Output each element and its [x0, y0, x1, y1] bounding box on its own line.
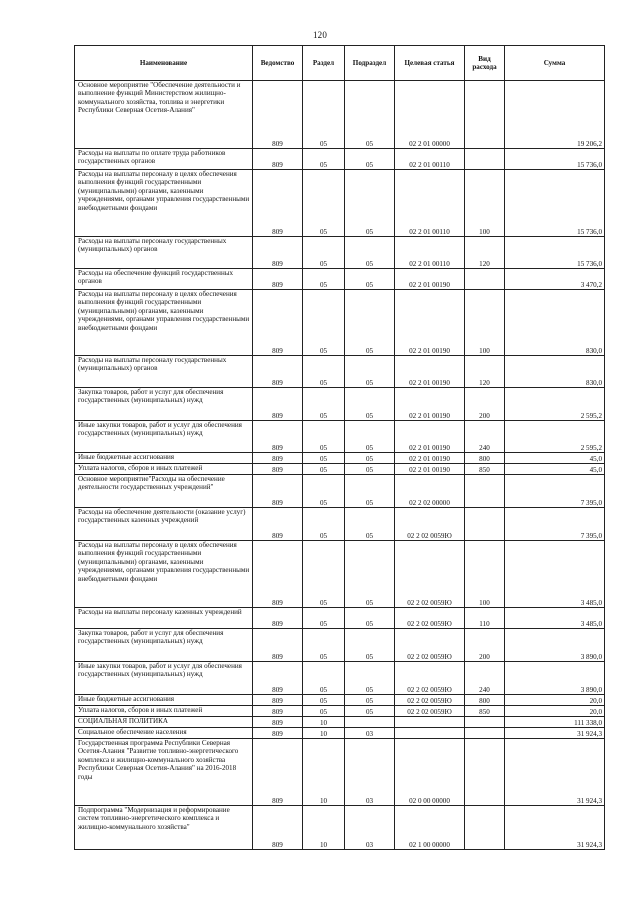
table-row [75, 706, 605, 717]
row-department: 809 [253, 629, 303, 662]
row-section: 10 [303, 728, 345, 739]
row-kind [465, 508, 505, 541]
header-target: Целевая статья [395, 46, 465, 81]
row-name: Социальное обеспечение населения [75, 728, 253, 739]
row-section: 05 [303, 453, 345, 464]
row-subsection: 05 [345, 269, 395, 290]
row-department: 809 [253, 149, 303, 170]
row-kind [465, 739, 505, 806]
row-section: 05 [303, 662, 345, 695]
row-target: 02 2 02 0059Ю [395, 706, 465, 717]
table-row [75, 608, 605, 629]
row-amount: 31 924,3 [505, 739, 605, 806]
table-row [75, 728, 605, 739]
row-name: Иные закупки товаров, работ и услуг для обеспечения государственных (муниципальных) нужд [75, 662, 253, 695]
row-target [395, 728, 465, 739]
row-name: Уплата налогов, сборов и иных платежей [75, 706, 253, 717]
row-name: Расходы на выплаты по оплате труда работников государственных органов [75, 149, 253, 170]
row-amount: 3 890,0 [505, 629, 605, 662]
row-target: 02 2 01 00110 [395, 237, 465, 269]
row-target: 02 2 02 0059Ю [395, 608, 465, 629]
row-target: 02 2 01 00190 [395, 388, 465, 421]
row-kind [465, 475, 505, 508]
row-section: 05 [303, 421, 345, 453]
row-department: 809 [253, 717, 303, 728]
row-subsection: 03 [345, 806, 395, 850]
row-kind [465, 806, 505, 850]
row-kind [465, 269, 505, 290]
row-name: Иные бюджетные ассигнования [75, 453, 253, 464]
row-kind: 240 [465, 662, 505, 695]
row-amount: 31 924,3 [505, 806, 605, 850]
row-kind: 120 [465, 237, 505, 269]
row-section: 05 [303, 81, 345, 149]
row-name: Расходы на выплаты персоналу казенных учреждений [75, 608, 253, 629]
row-kind: 850 [465, 464, 505, 475]
row-amount: 45,0 [505, 464, 605, 475]
row-section: 05 [303, 464, 345, 475]
row-subsection: 05 [345, 421, 395, 453]
row-department: 809 [253, 464, 303, 475]
table-row [75, 453, 605, 464]
row-subsection: 03 [345, 739, 395, 806]
row-name: Иные бюджетные ассигнования [75, 695, 253, 706]
row-section: 05 [303, 608, 345, 629]
row-department: 809 [253, 453, 303, 464]
row-amount: 19 206,2 [505, 81, 605, 149]
row-subsection: 05 [345, 475, 395, 508]
row-department: 809 [253, 508, 303, 541]
row-kind: 100 [465, 541, 505, 608]
row-section: 05 [303, 237, 345, 269]
row-subsection: 05 [345, 464, 395, 475]
row-amount: 15 736,0 [505, 170, 605, 237]
row-name: Государственная программа Республики Северная Осетия-Алания "Развитие топливно-энергетического комплекса и жилищно-коммунального хозяйства Республики Северная Осетия-Алания" на 2016-2018 годы [75, 739, 253, 806]
row-kind: 100 [465, 290, 505, 356]
table-row [75, 541, 605, 608]
row-name: Уплата налогов, сборов и иных платежей [75, 464, 253, 475]
row-kind: 850 [465, 706, 505, 717]
row-target: 02 2 01 00190 [395, 453, 465, 464]
row-department: 809 [253, 806, 303, 850]
row-kind: 800 [465, 695, 505, 706]
row-section: 05 [303, 388, 345, 421]
row-target: 02 2 02 0059Ю [395, 508, 465, 541]
row-kind: 100 [465, 170, 505, 237]
row-department: 809 [253, 662, 303, 695]
row-amount: 15 736,0 [505, 237, 605, 269]
row-subsection: 05 [345, 237, 395, 269]
row-section: 05 [303, 695, 345, 706]
row-subsection: 05 [345, 508, 395, 541]
row-department: 809 [253, 706, 303, 717]
row-section: 05 [303, 629, 345, 662]
row-target [395, 717, 465, 728]
table-row [75, 290, 605, 356]
row-subsection: 05 [345, 541, 395, 608]
row-name: Расходы на обеспечение функций государственных органов [75, 269, 253, 290]
header-subsection: Подраздел [345, 46, 395, 81]
budget-table [74, 45, 605, 850]
row-subsection: 05 [345, 608, 395, 629]
row-subsection: 05 [345, 356, 395, 388]
row-target: 02 2 01 00190 [395, 356, 465, 388]
row-name: Закупка товаров, работ и услуг для обеспечения государственных (муниципальных) нужд [75, 629, 253, 662]
header-section: Раздел [303, 46, 345, 81]
row-name: Расходы на обеспечение деятельности (оказание услуг) государственных казенных учреждений [75, 508, 253, 541]
row-department: 809 [253, 290, 303, 356]
row-name: Расходы на выплаты персоналу государственных (муниципальных) органов [75, 356, 253, 388]
row-subsection: 05 [345, 388, 395, 421]
row-department: 809 [253, 475, 303, 508]
row-target: 02 2 01 00190 [395, 421, 465, 453]
row-department: 809 [253, 269, 303, 290]
header-kind: Вид расхода [465, 46, 505, 81]
row-name: Расходы на выплаты персоналу государственных (муниципальных) органов [75, 237, 253, 269]
row-target: 02 2 01 00110 [395, 170, 465, 237]
row-kind: 200 [465, 388, 505, 421]
row-name: Подпрограмма "Модернизация и реформирование систем топливно-энергетического комплекса и жилищно-коммунального хозяйства" [75, 806, 253, 850]
row-target: 02 2 01 00190 [395, 464, 465, 475]
row-name: Основное мероприятие"Расходы на обеспечение деятельности государственных учреждений" [75, 475, 253, 508]
row-amount: 830,0 [505, 290, 605, 356]
row-kind [465, 149, 505, 170]
row-section: 05 [303, 170, 345, 237]
row-section: 05 [303, 706, 345, 717]
row-target: 02 2 02 0059Ю [395, 695, 465, 706]
row-department: 809 [253, 421, 303, 453]
row-target: 02 2 01 00190 [395, 290, 465, 356]
table-row [75, 170, 605, 237]
row-target: 02 2 01 00000 [395, 81, 465, 149]
row-target: 02 0 00 00000 [395, 739, 465, 806]
row-section: 10 [303, 806, 345, 850]
row-name: Расходы на выплаты персоналу в целях обеспечения выполнения функций государственными (муниципальными) органами, казенными учреждениями, органами управления государственными внебюджетными фондами [75, 170, 253, 237]
row-kind: 240 [465, 421, 505, 453]
row-name: Расходы на выплаты персоналу в целях обеспечения выполнения функций государственными (муниципальными) органами, казенными учреждениями, органами управления государственными внебюджетными фондами [75, 541, 253, 608]
row-target: 02 2 02 0059Ю [395, 662, 465, 695]
row-department: 809 [253, 356, 303, 388]
row-kind: 200 [465, 629, 505, 662]
table-row [75, 475, 605, 508]
row-department: 809 [253, 81, 303, 149]
row-kind [465, 717, 505, 728]
row-section: 10 [303, 717, 345, 728]
row-subsection: 05 [345, 149, 395, 170]
row-target: 02 2 02 0059Ю [395, 541, 465, 608]
row-subsection: 05 [345, 662, 395, 695]
row-name: Закупка товаров, работ и услуг для обеспечения государственных (муниципальных) нужд [75, 388, 253, 421]
row-subsection: 05 [345, 290, 395, 356]
table-header-row [75, 46, 605, 81]
row-amount: 45,0 [505, 453, 605, 464]
row-target: 02 2 02 0059Ю [395, 629, 465, 662]
table-row [75, 739, 605, 806]
row-section: 05 [303, 508, 345, 541]
row-amount: 3 485,0 [505, 608, 605, 629]
header-department: Ведомство [253, 46, 303, 81]
row-kind: 110 [465, 608, 505, 629]
row-subsection: 05 [345, 706, 395, 717]
row-subsection: 05 [345, 81, 395, 149]
row-subsection [345, 717, 395, 728]
table-row [75, 662, 605, 695]
row-target: 02 2 02 00000 [395, 475, 465, 508]
row-kind [465, 728, 505, 739]
page-number: 120 [312, 30, 328, 40]
row-subsection: 05 [345, 695, 395, 706]
row-amount: 3 890,0 [505, 662, 605, 695]
row-subsection: 05 [345, 453, 395, 464]
table-row [75, 695, 605, 706]
table-row [75, 149, 605, 170]
row-amount: 7 395,0 [505, 475, 605, 508]
row-department: 809 [253, 739, 303, 806]
row-amount: 3 470,2 [505, 269, 605, 290]
row-section: 05 [303, 269, 345, 290]
row-section: 05 [303, 290, 345, 356]
table-row [75, 717, 605, 728]
row-department: 809 [253, 608, 303, 629]
row-name: Расходы на выплаты персоналу в целях обеспечения выполнения функций государственными (муниципальными) органами, казенными учреждениями, органами управления государственными внебюджетными фондами [75, 290, 253, 356]
row-amount: 15 736,0 [505, 149, 605, 170]
row-amount: 830,0 [505, 356, 605, 388]
row-target: 02 2 01 00190 [395, 269, 465, 290]
table-body [75, 81, 605, 850]
table-row [75, 356, 605, 388]
row-name: Иные закупки товаров, работ и услуг для обеспечения государственных (муниципальных) нужд [75, 421, 253, 453]
table-row [75, 464, 605, 475]
row-department: 809 [253, 170, 303, 237]
row-amount: 2 595,2 [505, 421, 605, 453]
row-section: 05 [303, 356, 345, 388]
table-row [75, 421, 605, 453]
table-row [75, 629, 605, 662]
table-row [75, 269, 605, 290]
row-amount: 7 395,0 [505, 508, 605, 541]
header-amount: Сумма [505, 46, 605, 81]
row-name: СОЦИАЛЬНАЯ ПОЛИТИКА [75, 717, 253, 728]
row-target: 02 1 00 00000 [395, 806, 465, 850]
table-row [75, 508, 605, 541]
row-amount: 20,0 [505, 695, 605, 706]
row-department: 809 [253, 728, 303, 739]
row-department: 809 [253, 388, 303, 421]
row-department: 809 [253, 237, 303, 269]
row-subsection: 03 [345, 728, 395, 739]
row-name: Основное мероприятие "Обеспечение деятельности и выполнение функций Министерством жилищно-коммунального хозяйства, топлива и энергетики Республики Северная Осетия-Алания" [75, 81, 253, 149]
row-amount: 111 338,0 [505, 717, 605, 728]
row-section: 05 [303, 541, 345, 608]
header-name: Наименование [75, 46, 253, 81]
row-subsection: 05 [345, 629, 395, 662]
row-department: 809 [253, 541, 303, 608]
row-subsection: 05 [345, 170, 395, 237]
row-department: 809 [253, 695, 303, 706]
row-section: 05 [303, 149, 345, 170]
row-amount: 3 485,0 [505, 541, 605, 608]
table-row [75, 237, 605, 269]
table-row [75, 388, 605, 421]
row-kind [465, 81, 505, 149]
row-amount: 31 924,3 [505, 728, 605, 739]
row-amount: 2 595,2 [505, 388, 605, 421]
table-row [75, 81, 605, 149]
row-section: 05 [303, 475, 345, 508]
row-section: 10 [303, 739, 345, 806]
table-row [75, 806, 605, 850]
row-kind: 120 [465, 356, 505, 388]
row-kind: 800 [465, 453, 505, 464]
row-amount: 20,0 [505, 706, 605, 717]
row-target: 02 2 01 00110 [395, 149, 465, 170]
